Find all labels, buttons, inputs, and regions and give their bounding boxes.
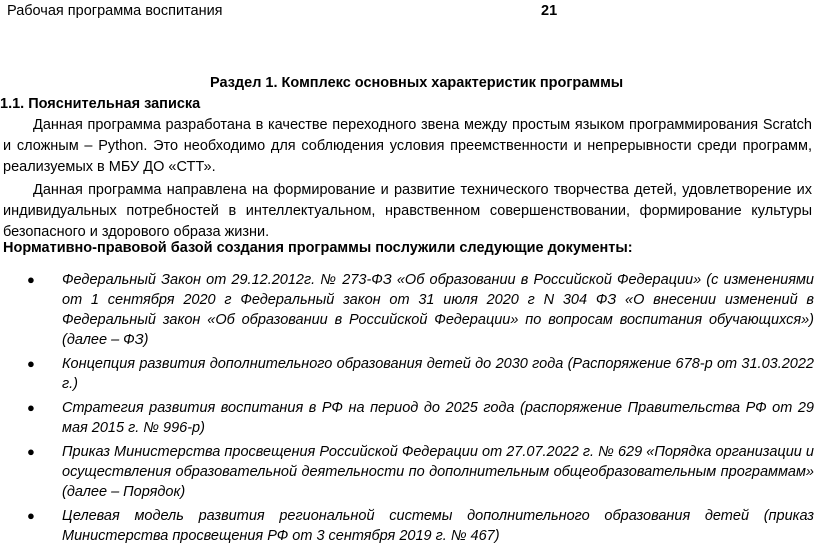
list-item	[27, 442, 814, 502]
list-item	[27, 270, 814, 350]
list-item-text: Целевая модель развития региональной системы дополнительного образования детей (приказ Министерства просвещения РФ от 3 сентября 2019 г. № 467)	[62, 508, 814, 544]
bullet-icon: ●	[27, 508, 35, 523]
list-item-text: Концепция развития дополнительного образования детей до 2030 года (Распоряжение 678-р от 31.03.2022 г.)	[62, 356, 814, 392]
paragraph-1: Данная программа разработана в качестве переходного звена между простым языком программирования Scratch и сложным – Python. Это необходимо для соблюдения условия преемственности и непрерывности среди программ, реализуемых в МБУ ДО «СТТ».	[3, 117, 812, 175]
documents-heading: Нормативно-правовой базой создания программы послужили следующие документы:	[3, 240, 633, 256]
section-title: Раздел 1. Комплекс основных характеристик программы	[210, 75, 624, 91]
list-item	[27, 354, 814, 394]
subsection-title: 1.1. Пояснительная записка	[0, 96, 201, 112]
bullet-icon: ●	[27, 356, 35, 371]
bullet-icon: ●	[27, 272, 35, 287]
list-item-text: Федеральный Закон от 29.12.2012г. № 273-ФЗ «Об образовании в Российской Федерации» (с изменениями от 1 сентября 2020 г Федеральный закон от 31 июля 2020 г N 304 ФЗ «О внесении изменений в Федеральный закон «Об образовании в Российской Федерации» по вопросам воспитания обучающихся») (далее – ФЗ)	[62, 272, 814, 348]
list-item	[27, 506, 814, 546]
documents-list	[27, 270, 814, 550]
running-header: Рабочая программа воспитания	[7, 3, 223, 19]
bullet-icon: ●	[27, 400, 35, 415]
list-item	[27, 398, 814, 438]
page-number: 21	[541, 3, 558, 19]
paragraph-2: Данная программа направлена на формирование и развитие технического творчества детей, удовлетворение их индивидуальных потребностей в интеллектуальном, нравственном совершенствовании, формирование культуры безопасного и здорового образа жизни.	[3, 182, 812, 240]
list-item-text: Стратегия развития воспитания в РФ на период до 2025 года (распоряжение Правительства РФ от 29 мая 2015 г. № 996-р)	[62, 400, 814, 436]
list-item-text: Приказ Министерства просвещения Российской Федерации от 27.07.2022 г. № 629 «Порядка организации и осуществления образовательной деятельности по дополнительным общеобразовательным программам» (далее – Порядок)	[62, 444, 814, 500]
bullet-icon: ●	[27, 444, 35, 459]
